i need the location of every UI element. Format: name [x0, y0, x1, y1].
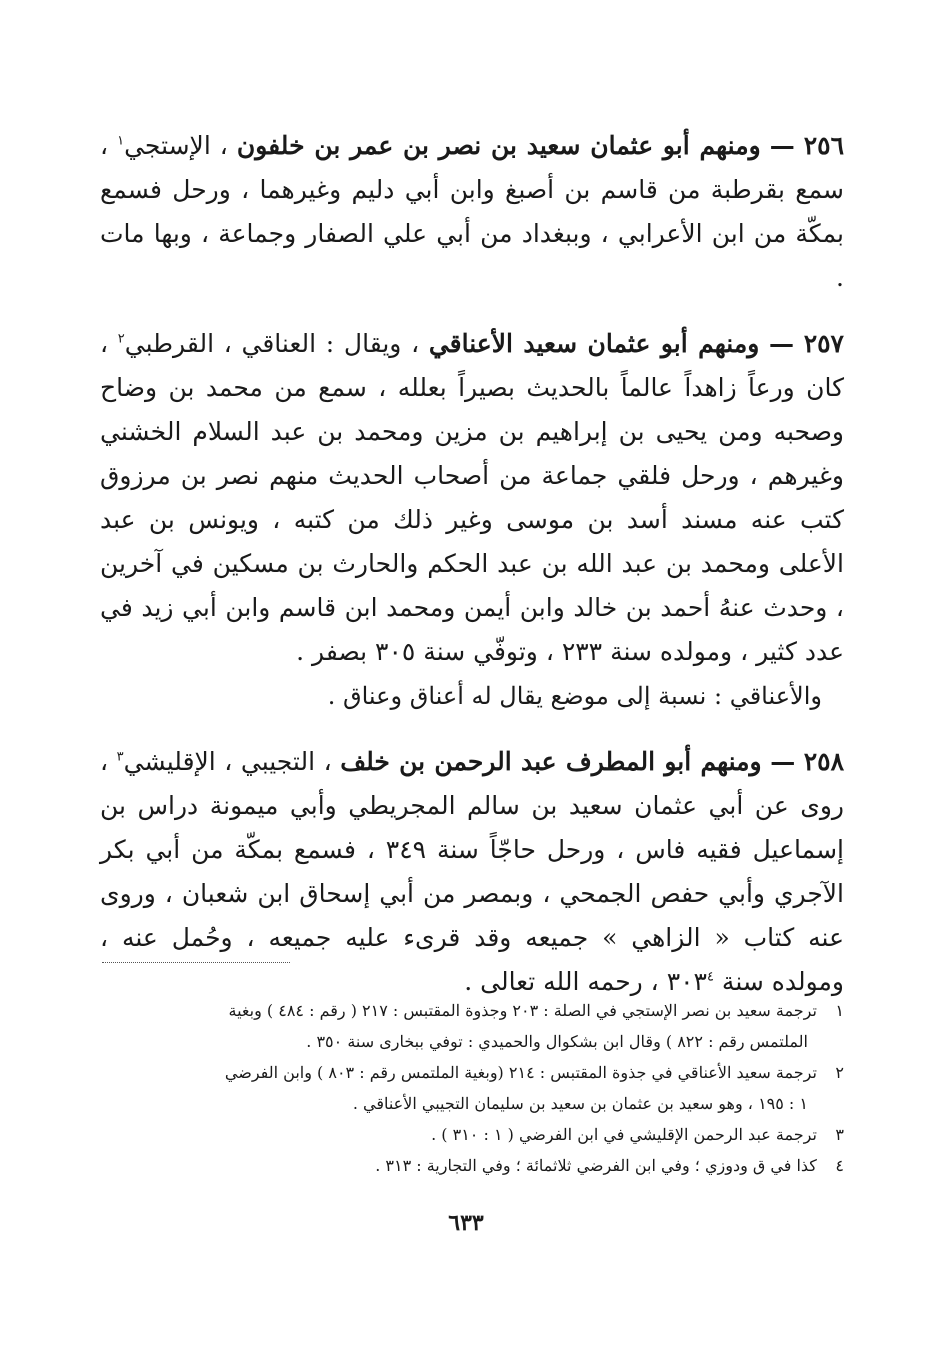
- footnote-number: ١: [835, 1001, 844, 1020]
- footnotes: [100, 995, 844, 1181]
- footnote-ref[interactable]: ٤: [707, 969, 714, 985]
- dash: —: [770, 747, 796, 776]
- entry-heading: ومنهم أبو عثمان سعيد الأعناقي: [428, 329, 760, 358]
- footnote-continuation: ١ : ١٩٥ ، وهو سعيد بن عثمان بن سعيد بن سليمان التجيبي الأعناقي .: [352, 1094, 808, 1113]
- entry-paragraph: [100, 740, 844, 1004]
- entry-after-heading: ، ويقال : العناقي ، القرطبي: [124, 329, 420, 358]
- footnote-ref[interactable]: ٢: [117, 331, 125, 347]
- entry-heading: ومنهم أبو المطرف عبد الرحمن بن خلف: [340, 747, 762, 776]
- footnote-text: ترجمة سعيد بن نصر الإستجي في الصلة : ٢٠٣ وجذوة المقتبس : ٢١٧ ( رقم : ٤٨٤ ) وبغية: [228, 1001, 817, 1020]
- entry-tail: ،: [100, 131, 109, 160]
- entry-heading: ومنهم أبو عثمان سعيد بن نصر بن عمر بن خلفون: [236, 131, 761, 160]
- entry-body: كان ورعاً زاهداً عالماً بالحديث بصيراً بعلله ، سمع من محمد بن وضاح وصحبه ومن يحيى بن إبراهيم بن مزين ومحمد بن عبد السلام الخشني وغيرهم ، ورحل فلقي جماعة من أصحاب الحديث منهم نصر بن مرزوق كتب عنه مسند أسد بن موسى وغير ذلك من كتبه ، ويونس بن عبد الأعلى ومحمد بن عبد الله بن عبد الحكم والحارث بن مسكين في آخرين ، وحدث عنهُ أحمد بن خالد وابن أيمن ومحمد ابن قاسم وابن أبي زيد في عدد كثير ، ومولده سنة ٢٣٣ ، وتوفّي سنة ٣٠٥ بصفر .: [100, 373, 844, 666]
- entry-paragraph: [100, 322, 844, 674]
- entry-tail: ،: [100, 747, 109, 776]
- entry-body-end: ، رحمه الله تعالى .: [464, 967, 659, 996]
- entry-number: ٢٥٨: [803, 747, 845, 776]
- footnote-text: ترجمة سعيد الأعناقي في جذوة المقتبس : ٢١٤ (وبغية الملتمس رقم : ٨٠٣ ) وابن الفرضي: [224, 1063, 817, 1082]
- footnote-text: ترجمة عبد الرحمن الإقليشي في ابن الفرضي ( ١ : ٣١٠ ) .: [431, 1125, 817, 1144]
- entry-body: روى عن أبي عثمان سعيد بن سالم المجريطي وأبي ميمونة دراس بن إسماعيل فقيه فاس ، ورحل حاجّاً سنة ٣٤٩ ، فسمع بمكّة من أبي بكر الآجري وأبي حفص الجمحي ، وبمصر من أبي إسحاق ابن شعبان ، وروى عنه كتاب « الزاهي » جميعه وقد قرىء عليه جميعه ، وحُمل عنه ، ومولده سنة ٣٠٣: [100, 791, 844, 996]
- footnote: [100, 1150, 844, 1181]
- footnote-number: ٣: [835, 1125, 844, 1144]
- entry-tail: ،: [100, 329, 109, 358]
- entry-number: ٢٥٧: [803, 329, 844, 358]
- entry-after-heading: ، التجيبي ، الإقليشي: [123, 747, 332, 776]
- dash: —: [769, 329, 794, 358]
- footnote-ref[interactable]: ١: [117, 133, 125, 149]
- footnote-number: ٤: [835, 1156, 844, 1175]
- entry-paragraph: [100, 124, 844, 300]
- footnote-continuation: الملتمس رقم : ٨٢٢ ) وقال ابن بشكوال والحميدي : توفي ببخارى سنة ٣٥٠ .: [306, 1032, 808, 1051]
- footnote-ref[interactable]: ٣: [116, 749, 124, 765]
- entry-body: سمع بقرطبة من قاسم بن أصبغ وابن أبي دليم وغيرهما ، ورحل فسمع بمكّة من ابن الأعرابي ، وببغداد من أبي علي الصفار وجماعة ، وبها مات .: [100, 175, 844, 292]
- entry-257: [100, 322, 844, 718]
- entry-256: [100, 124, 844, 300]
- page-number: ٦٣٣: [448, 1210, 484, 1236]
- footnote-number: ٢: [835, 1063, 844, 1082]
- entry-note: والأعناقي : نسبة إلى موضع يقال له أعناق وعناق .: [327, 682, 822, 710]
- footnote-text: كذا في ق ودوزي ؛ وفي ابن الفرضي ثلاثمائة ؛ وفي التجارية : ٣١٣ .: [375, 1156, 817, 1175]
- footnote-divider: [102, 962, 290, 963]
- footnote: [100, 1119, 844, 1150]
- footnote: [100, 995, 844, 1026]
- entry-258: [100, 740, 844, 1004]
- entry-after-heading: ، الإستجي: [124, 131, 228, 160]
- entry-number: ٢٥٦: [803, 131, 845, 160]
- dash: —: [769, 131, 795, 160]
- footnote: [100, 1057, 844, 1088]
